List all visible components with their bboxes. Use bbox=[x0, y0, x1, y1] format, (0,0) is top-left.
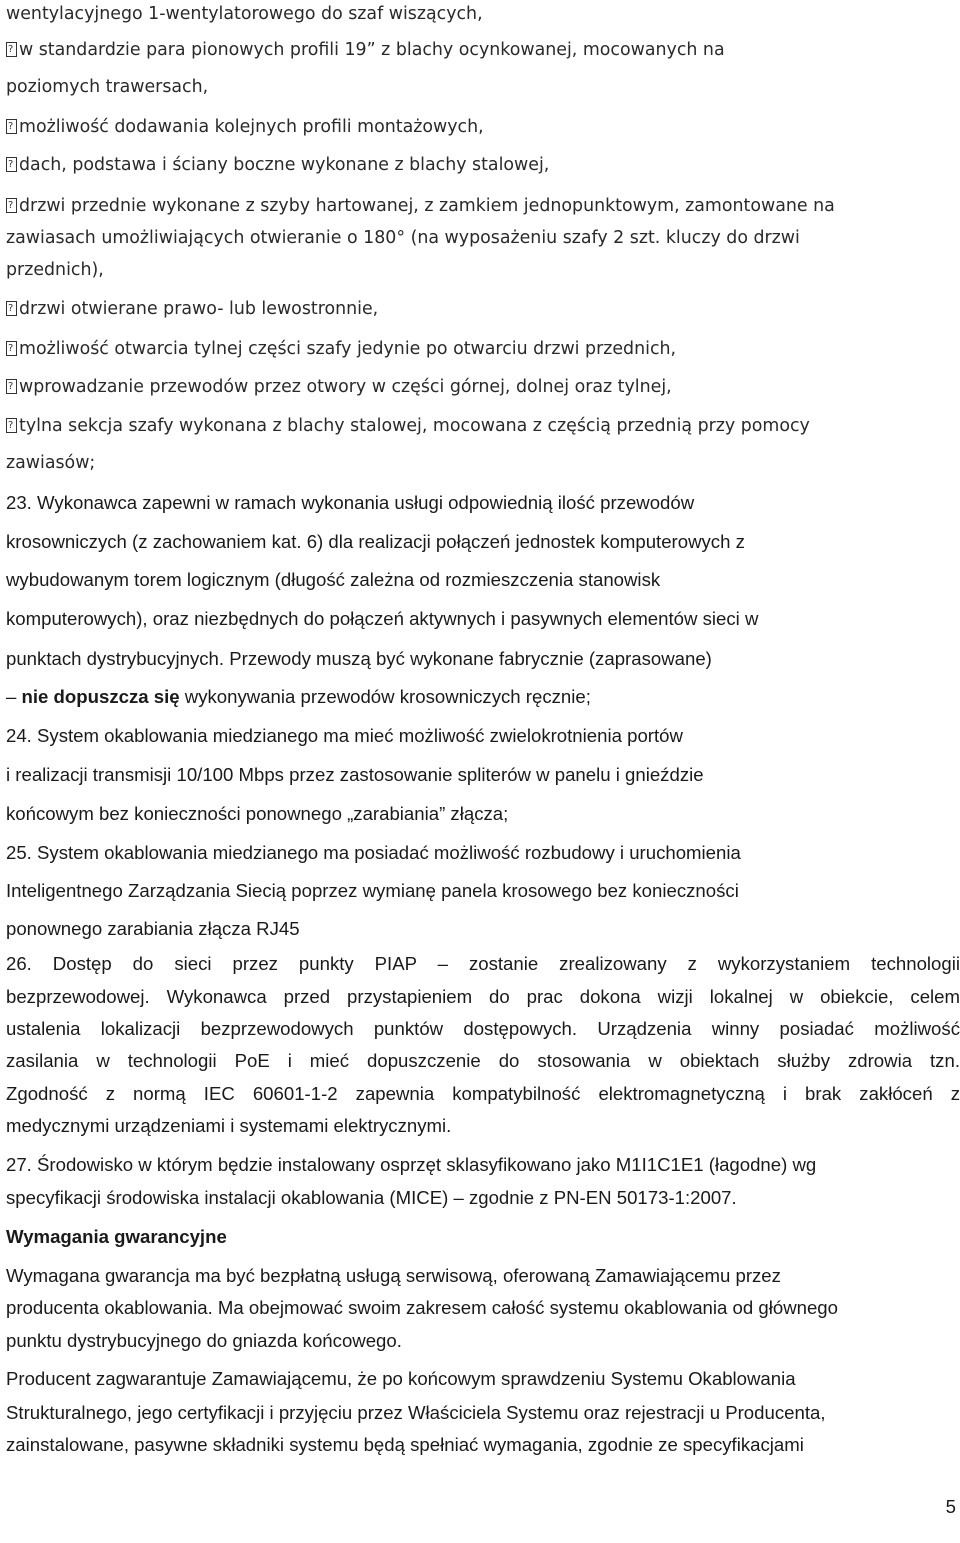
warranty-paragraph-line: zainstalowane, pasywne składniki systemu będą spełniać wymagania, zgodnie ze specyfikacjami bbox=[6, 1434, 804, 1455]
paragraph-23-line: wybudowanym torem logicznym (długość zależna od rozmieszczenia stanowisk bbox=[6, 569, 661, 590]
list-item-continuation: poziomych trawersach, bbox=[6, 77, 209, 97]
warranty-paragraph-line: Producent zagwarantuje Zamawiającemu, że po końcowym sprawdzeniu Systemu Okablowania bbox=[6, 1368, 796, 1389]
paragraph-24-line: końcowym bez konieczności ponownego „zarabiania” złącza; bbox=[6, 803, 509, 824]
list-item: wentylacyjnego 1-wentylatorowego do szaf wiszących, bbox=[6, 4, 483, 24]
list-item-continuation: zawiasów; bbox=[6, 453, 96, 473]
missing-glyph-icon bbox=[6, 341, 17, 356]
list-item: ?w standardzie para pionowych profili 19” z blachy ocynkowanej, mocowanych na bbox=[6, 38, 725, 62]
warranty-paragraph-line: producenta okablowania. Ma obejmować swoim zakresem całość systemu okablowania od głównego bbox=[6, 1297, 838, 1318]
paragraph-23-line: punktach dystrybucyjnych. Przewody muszą być wykonane fabrycznie (zaprasowane) bbox=[6, 648, 712, 669]
paragraph-24-line: i realizacji transmisji 10/100 Mbps przez zastosowanie spliterów w panelu i gnieździe bbox=[6, 764, 704, 785]
paragraph-25-line: ponownego zarabiania złącza RJ45 bbox=[6, 918, 300, 939]
list-item: ?możliwość otwarcia tylnej części szafy jedynie po otwarciu drzwi przednich, bbox=[6, 337, 676, 361]
paragraph-26-line: zasilania w technologii PoE i mieć dopuszczenie do stosowania w obiektach służby zdrowia tzn. bbox=[6, 1050, 960, 1071]
list-item-continuation: zawiasach umożliwiających otwieranie o 180° (na wyposażeniu szafy 2 szt. kluczy do drzwi bbox=[6, 228, 800, 248]
list-item: ?wprowadzanie przewodów przez otwory w części górnej, dolnej oraz tylnej, bbox=[6, 375, 672, 399]
missing-glyph-icon bbox=[6, 418, 17, 433]
paragraph-23-line: komputerowych), oraz niezbędnych do połączeń aktywnych i pasywnych elementów sieci w bbox=[6, 608, 759, 629]
missing-glyph-icon bbox=[6, 157, 17, 172]
list-item: ?dach, podstawa i ściany boczne wykonane z blachy stalowej, bbox=[6, 153, 549, 177]
emphasis-text: nie dopuszcza się bbox=[21, 686, 180, 707]
paragraph-26-line: Zgodność z normą IEC 60601-1-2 zapewnia kompatybilność elektromagnetyczną i brak zakłóceń z bbox=[6, 1083, 960, 1104]
missing-glyph-icon bbox=[6, 379, 17, 394]
page-number: 5 bbox=[945, 1496, 956, 1517]
warranty-paragraph-line: Strukturalnego, jego certyfikacji i przyjęciu przez Właściciela Systemu oraz rejestracji u Producenta, bbox=[6, 1402, 826, 1423]
missing-glyph-icon bbox=[6, 42, 17, 57]
warranty-paragraph-line: Wymagana gwarancja ma być bezpłatną usługą serwisową, oferowaną Zamawiającemu przez bbox=[6, 1265, 781, 1286]
warranty-paragraph-line: punktu dystrybucyjnego do gniazda końcowego. bbox=[6, 1330, 402, 1351]
paragraph-26-line: bezprzewodowej. Wykonawca przed przystapieniem do prac dokona wizji lokalnej w obiekcie, celem bbox=[6, 986, 960, 1007]
paragraph-27-line: specyfikacji środowiska instalacji okablowania (MICE) – zgodnie z PN-EN 50173-1:2007. bbox=[6, 1187, 737, 1208]
list-item: ?drzwi przednie wykonane z szyby hartowanej, z zamkiem jednopunktowym, zamontowane na bbox=[6, 194, 835, 218]
paragraph-25-line: Inteligentnego Zarządzania Siecią poprzez wymianę panela krosowego bez konieczności bbox=[6, 880, 739, 901]
list-item: ?drzwi otwierane prawo- lub lewostronnie, bbox=[6, 297, 378, 321]
paragraph-26-line: medycznymi urządzeniami i systemami elektrycznymi. bbox=[6, 1115, 452, 1136]
section-heading: Wymagania gwarancyjne bbox=[6, 1226, 227, 1247]
paragraph-23-line: 23. Wykonawca zapewni w ramach wykonania usługi odpowiednią ilość przewodów bbox=[6, 492, 695, 513]
paragraph-26-line: 26. Dostęp do sieci przez punkty PIAP – zostanie zrealizowany z wykorzystaniem technologii bbox=[6, 953, 960, 974]
paragraph-26-line: ustalenia lokalizacji bezprzewodowych punktów dostępowych. Urządzenia winny posiadać możliwość bbox=[6, 1018, 960, 1039]
list-item: ?możliwość dodawania kolejnych profili montażowych, bbox=[6, 115, 484, 139]
paragraph-25-line: 25. System okablowania miedzianego ma posiadać możliwość rozbudowy i uruchomienia bbox=[6, 842, 741, 863]
paragraph-23-line: krosowniczych (z zachowaniem kat. 6) dla realizacji połączeń jednostek komputerowych z bbox=[6, 531, 745, 552]
paragraph-23-line: – nie dopuszcza się wykonywania przewodów krosowniczych ręcznie; bbox=[6, 686, 591, 707]
list-item-continuation: przednich), bbox=[6, 260, 104, 280]
paragraph-24-line: 24. System okablowania miedzianego ma mieć możliwość zwielokrotnienia portów bbox=[6, 725, 683, 746]
missing-glyph-icon bbox=[6, 119, 17, 134]
paragraph-27-line: 27. Środowisko w którym będzie instalowany osprzęt sklasyfikowano jako M1I1C1E1 (łagodne) wg bbox=[6, 1154, 817, 1175]
missing-glyph-icon bbox=[6, 198, 17, 213]
missing-glyph-icon bbox=[6, 301, 17, 316]
list-item: ?tylna sekcja szafy wykonana z blachy stalowej, mocowana z częścią przednią przy pomocy bbox=[6, 414, 810, 438]
